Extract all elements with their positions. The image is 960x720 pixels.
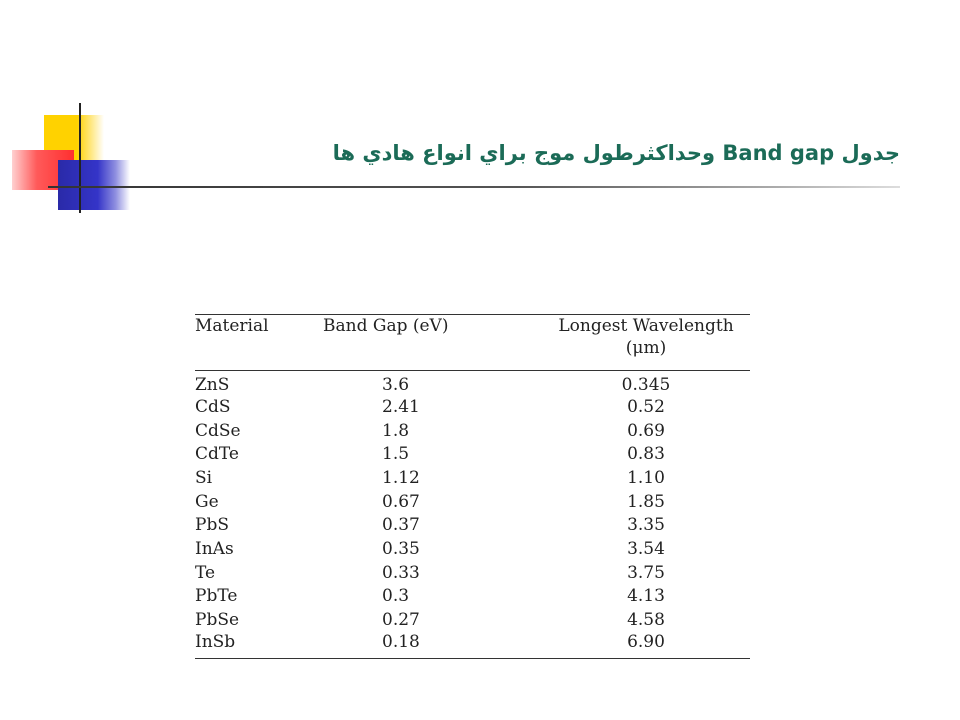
material-cell: Te — [195, 562, 216, 583]
material-cell: CdTe — [195, 444, 239, 465]
wavelength-cell: 0.52 — [627, 396, 665, 417]
table-header-row — [195, 315, 750, 371]
band-gap-table-container — [195, 314, 750, 659]
table-row — [195, 490, 750, 514]
band-gap-cell: 0.33 — [382, 562, 420, 583]
band-gap-cell: 0.67 — [382, 491, 420, 512]
wavelength-cell: 3.75 — [627, 562, 665, 583]
band-gap-cell: 1.12 — [382, 467, 420, 488]
material-cell: InAs — [195, 538, 234, 559]
band-gap-cell: 0.18 — [382, 631, 420, 652]
band-gap-cell: 0.3 — [382, 586, 410, 607]
material-cell: CdS — [195, 396, 231, 417]
band-gap-cell: 3.6 — [382, 375, 410, 395]
band-gap-cell: 2.41 — [382, 396, 420, 417]
header-material: Material — [195, 316, 269, 336]
header-band-gap: Band Gap (eV) — [323, 316, 449, 336]
table-row — [195, 632, 750, 659]
table-row — [195, 585, 750, 609]
table-row — [195, 442, 750, 466]
material-cell: Ge — [195, 491, 219, 512]
material-cell: PbSe — [195, 610, 240, 631]
slide-title: جدول Band gap وحداكثرطول موج براي انواع هادي ها — [332, 141, 900, 165]
wavelength-cell: 4.58 — [627, 610, 665, 631]
table-row — [195, 608, 750, 632]
material-cell: PbTe — [195, 586, 238, 607]
table-row — [195, 513, 750, 537]
band-gap-table — [195, 314, 750, 659]
table-row — [195, 466, 750, 490]
table-body — [195, 371, 750, 659]
table-row — [195, 419, 750, 443]
material-cell: InSb — [195, 631, 236, 652]
wavelength-cell: 1.85 — [627, 491, 665, 512]
material-cell: Si — [195, 467, 213, 488]
band-gap-cell: 0.35 — [382, 538, 420, 559]
wavelength-cell: 0.345 — [621, 375, 671, 395]
wavelength-cell: 0.83 — [627, 444, 665, 465]
wavelength-cell: 1.10 — [627, 467, 665, 488]
table-row — [195, 561, 750, 585]
header-longest-wavelength: Longest Wavelength (μm) — [558, 316, 734, 358]
table-row — [195, 395, 750, 419]
band-gap-cell: 0.37 — [382, 515, 420, 536]
wavelength-cell: 3.54 — [627, 538, 665, 559]
wavelength-cell: 3.35 — [627, 515, 665, 536]
material-cell: PbS — [195, 515, 229, 536]
band-gap-cell: 1.8 — [382, 420, 410, 441]
band-gap-cell: 0.27 — [382, 610, 420, 631]
title-underline-rule — [48, 186, 900, 188]
decorative-blue-square — [58, 160, 130, 210]
table-row — [195, 537, 750, 561]
table-row — [195, 371, 750, 396]
wavelength-cell: 4.13 — [627, 586, 665, 607]
material-cell: CdSe — [195, 420, 241, 441]
material-cell: ZnS — [195, 375, 230, 395]
wavelength-cell: 0.69 — [627, 420, 665, 441]
band-gap-cell: 1.5 — [382, 444, 410, 465]
wavelength-cell: 6.90 — [627, 631, 665, 652]
